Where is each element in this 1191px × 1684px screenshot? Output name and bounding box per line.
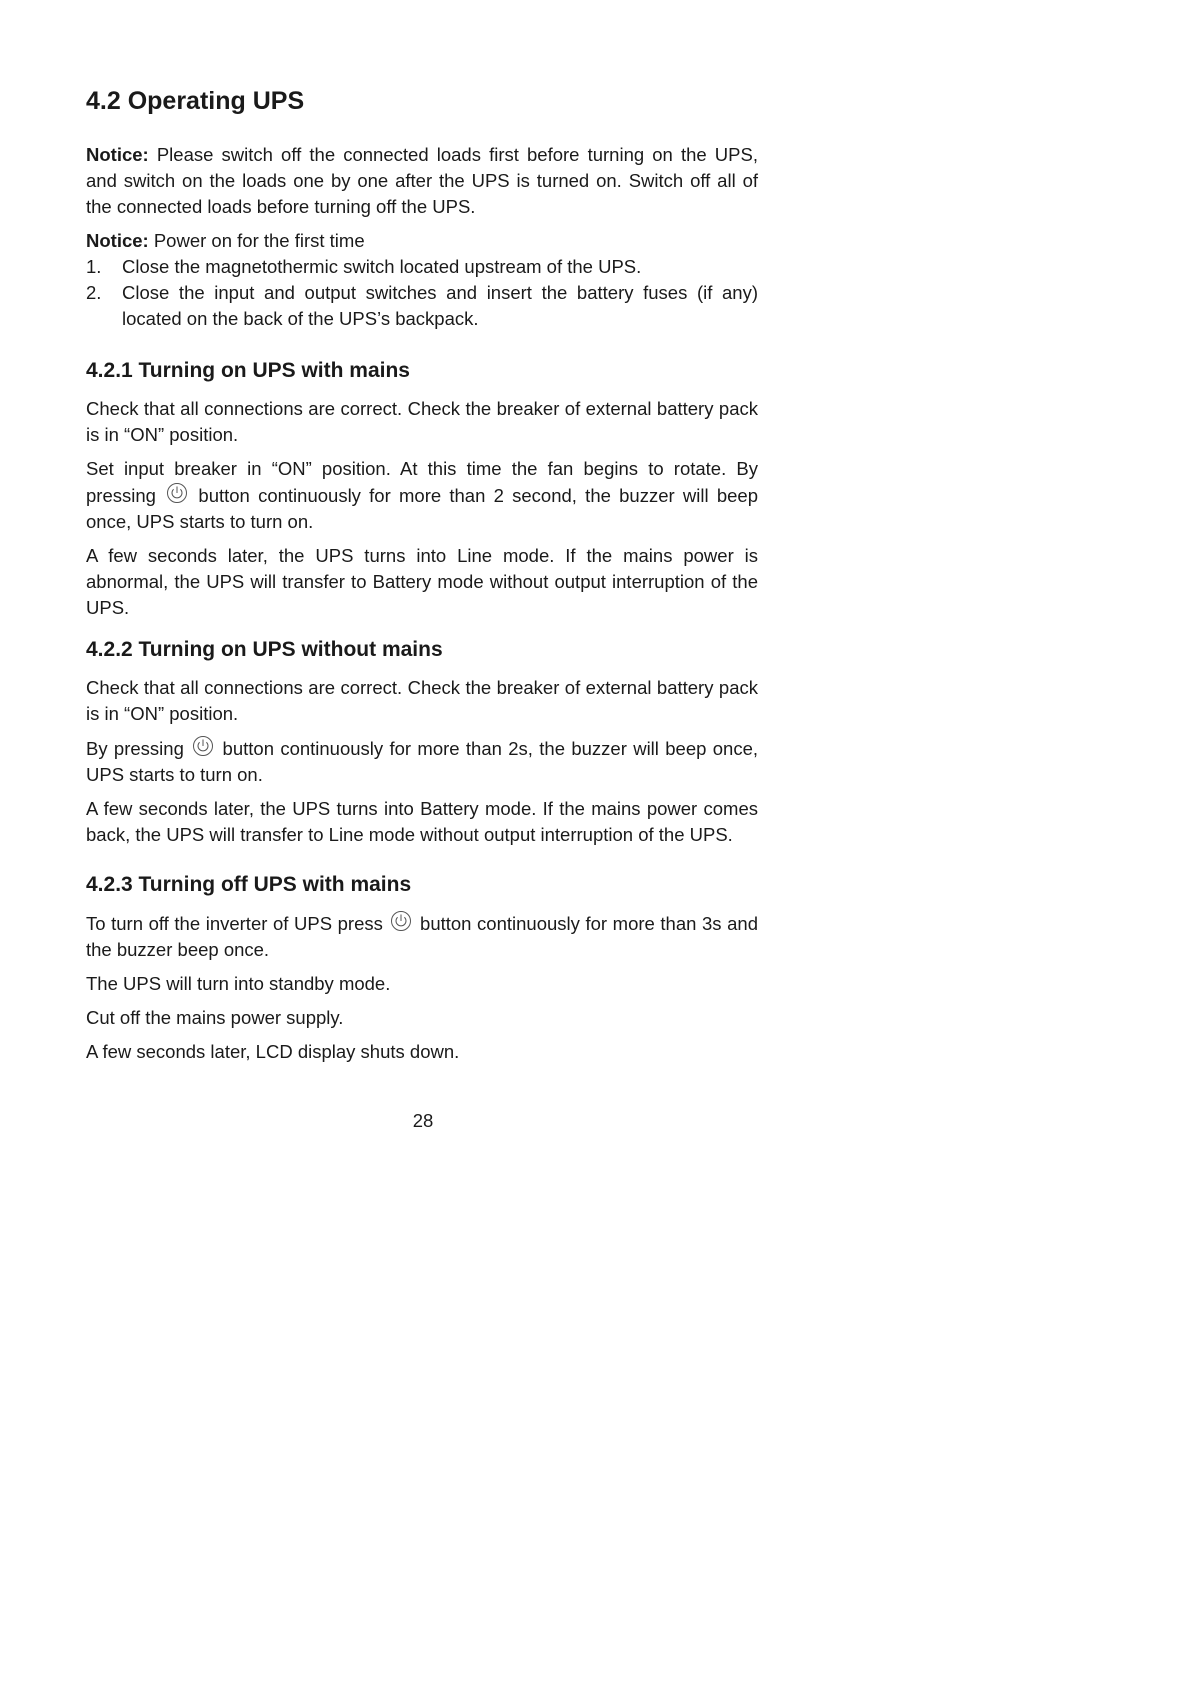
notice-text-2: Power on for the first time	[148, 230, 365, 251]
section-paragraph: A few seconds later, LCD display shuts down.	[86, 1041, 460, 1062]
power-button-icon	[390, 910, 412, 932]
list-item	[86, 280, 758, 332]
section-paragraph: The UPS will turn into standby mode.	[86, 973, 391, 994]
spacer	[86, 629, 758, 637]
spacer	[86, 856, 758, 872]
list-item-text: Close the input and output switches and insert the battery fuses (if any) located on the back of the UPS’s backpack.	[122, 282, 758, 329]
section-paragraph: Cut off the mains power supply.	[86, 1007, 344, 1028]
text-fragment: Set input breaker in “ON” position. At this time the fan begins to rotate. By pressing	[86, 458, 758, 506]
first-power-on-steps	[86, 254, 758, 332]
notice-label: Notice:	[86, 144, 149, 165]
section-paragraph	[86, 456, 758, 535]
section-heading-4-2-1: 4.2.1 Turning on UPS with mains	[86, 359, 410, 382]
section-paragraph: Check that all connections are correct. Check the breaker of external battery pack is in “ON” position.	[86, 677, 758, 724]
page-title: 4.2 Operating UPS	[86, 87, 305, 115]
notice-label-2: Notice:	[86, 230, 149, 251]
list-item-number: 1.	[86, 256, 102, 277]
document-page	[86, 80, 758, 1073]
section-paragraph: A few seconds later, the UPS turns into Line mode. If the mains power is abnormal, the UPS will transfer to Battery mode without output interruption of the UPS.	[86, 545, 758, 618]
text-fragment: To turn off the inverter of UPS press	[86, 913, 389, 934]
first-power-on-notice	[86, 228, 758, 254]
notice-paragraph	[86, 142, 758, 220]
spacer	[86, 342, 758, 358]
list-item-text: Close the magnetothermic switch located upstream of the UPS.	[122, 256, 642, 277]
notice-text: Please switch off the connected loads first before turning on the UPS, and switch on the loads one by one after the UPS is turned on. Switch off all of the connected loads before turning off the UPS.	[86, 144, 758, 217]
text-fragment: button continuously for more than 3s and the buzzer beep once.	[86, 913, 758, 960]
section-paragraph	[86, 735, 758, 788]
power-button-icon	[192, 735, 214, 757]
text-fragment: button continuously for more than 2s, the buzzer will beep once, UPS starts to turn on.	[86, 738, 758, 785]
section-paragraph	[86, 910, 758, 963]
power-button-icon	[166, 482, 188, 504]
list-item	[86, 254, 758, 280]
section-heading-4-2-2: 4.2.2 Turning on UPS without mains	[86, 638, 443, 661]
section-heading-4-2-3: 4.2.3 Turning off UPS with mains	[86, 873, 412, 896]
page-number: 28	[412, 1110, 434, 1131]
section-paragraph: Check that all connections are correct. Check the breaker of external battery pack is in “ON” position.	[86, 398, 758, 445]
list-item-number: 2.	[86, 282, 102, 303]
text-fragment: button continuously for more than 2 second, the buzzer will beep once, UPS starts to turn on.	[86, 485, 758, 532]
text-fragment: By pressing	[86, 738, 191, 759]
section-paragraph: A few seconds later, the UPS turns into Battery mode. If the mains power comes back, the UPS will transfer to Line mode without output interruption of the UPS.	[86, 798, 758, 845]
